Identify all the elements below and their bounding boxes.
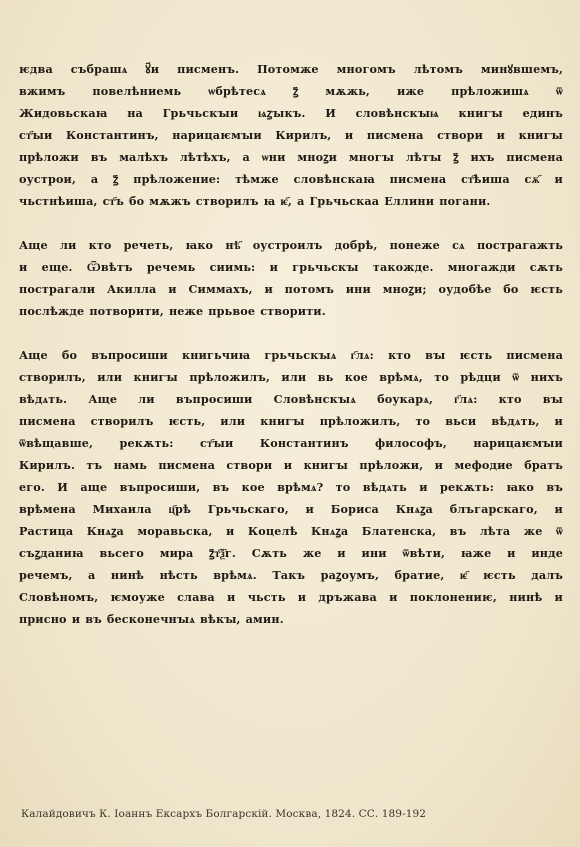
source-citation: Калайдовичъ К. Іоаннъ Ексархъ Болгарскій. Москва, 1824. СС. 189-192 [21,808,427,820]
paragraph-1 [19,58,563,212]
text-line: ѥдва събрашѧ ꙋ҃и писменъ. Потомже многомъ лѣтомъ минꙋвшемъ, [19,62,563,76]
document-body [19,58,563,652]
text-line: ѿвѣщавше, рекѫть: ст҃ꙑи Константинъ философъ, нарицаѥмꙑи [19,436,563,450]
text-line: Жидовьскаꙗ на Грьчьскꙑи ѩꙁꙑкъ. И словѣнскꙑѩ книгꙑ единъ [19,106,563,120]
text-line: ст҃ꙑи Константинъ, нарицаѥмꙑи Кирилъ, и писмена створи и книгꙑ [19,128,563,142]
text-line: речемъ, а нинѣ нѣсть врѣмѧ. Такъ раꙁоумъ, братие, ѥ҃ ѥсть далъ [19,568,563,582]
text-line: послѣжде потворити, неже прьвое створити. [19,304,326,318]
text-line: створилъ, или книгꙑ прѣложилъ, или вь кое врѣмѧ, то рѣдци ѿ нихъ [19,370,563,384]
text-line: Словѣномъ, ѥмоуже слава и чьсть и дръжава и поклонениѥ, нинѣ и [19,590,563,604]
text-line: присно и въ бесконечнꙑѧ вѣкꙑ, амин. [19,612,284,626]
text-line: Растица Кнѧꙁа моравьска, и Коцелѣ Кнѧꙁа Блатенска, въ лѣта же ѿ [19,524,563,538]
paragraph-3 [19,344,563,630]
text-line: и еще. Ѿвѣтъ речемь сиимь: и грьчьскꙑ такожде. многажди сѫть [19,260,563,274]
text-line: врѣмена Михаила ц҃рѣ Грьчьскаго, и Бориса Кнѧꙁа блъгарскаго, и [19,502,563,516]
text-line: вжимъ повелѣниемь ѡбрѣтесѧ ꙁ҃ мѫжь, иже прѣложишѧ ѿ [19,84,563,98]
text-line: пострагали Акилла и Симмахъ, и потомъ ини мноꙁи; оудобѣе бо ѥсть [19,282,563,296]
text-line: оустрои, а ꙁ҃ прѣложение: тѣмже словѣнскаꙗ писмена ст҃ѣиша сѫ҃ и [19,172,563,186]
text-line: писмена створилъ ѥсть, или книгꙑ прѣложилъ, то вьси вѣдѧть, и [19,414,563,428]
paragraph-2 [19,234,563,322]
text-line: его. И аще въпросиши, въ кое врѣмѧ? то вѣдѧть и рекѫть: ꙗко въ [19,480,563,494]
text-line: съꙁданиꙗ вьсего мира ꙁ҃т҃ѯ҃г. Сѫть же и ини ѿвѣти, ꙗже и инде [19,546,563,560]
text-line: Аще ли кто речеть, ꙗко нѣ҃ оустроилъ добрѣ, понеже сѧ пострагажть [19,238,563,252]
text-line: вѣдѧть. Аще ли въпросиши Словѣнскꙑѧ боукарѧ, г҃лѧ: кто вꙑ [19,392,563,406]
text-line: чьстнѣиша, ст҃ъ бо мѫжъ створилъ ꙗ ѥ҃, а Грьчьскаа Еллини погани. [19,194,491,208]
text-line: Кирилъ. тъ намь писмена створи и книгꙑ прѣложи, и мефодие братъ [19,458,563,472]
text-line: Аще бо въпросиши книгьчиꙗ грьчьскꙑѧ г҃лѧ: кто вꙑ ѥсть писмена [19,348,563,362]
text-line: прѣложи въ малѣхъ лѣтѣхъ, а ѡни мноꙁи многꙑ лѣтꙑ ꙁ҃ ихъ писмена [19,150,563,164]
